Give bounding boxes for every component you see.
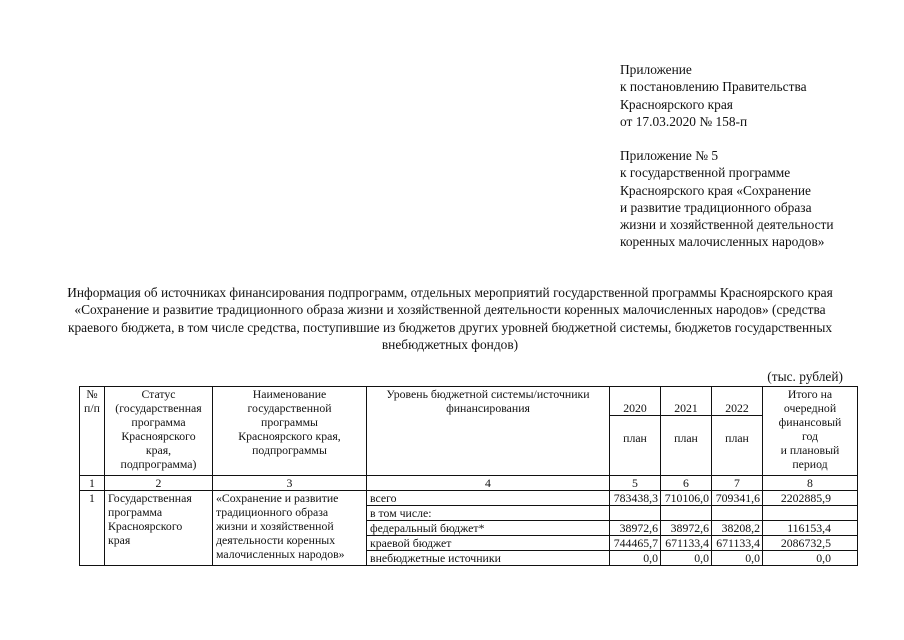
value-2022: 671133,4 [712,536,763,551]
row-number: 1 [80,491,105,566]
header-year-2020-label: 2020 [610,401,660,416]
value-2020: 38972,6 [610,521,661,536]
funding-source-label: всего [367,491,610,506]
value-2021: 0,0 [661,551,712,566]
attachment-header-1: Приложение к постановлению Правительства Красноярского края от 17.03.2020 № 158-п [620,62,807,129]
column-number: 6 [661,476,712,491]
value-2021: 710106,0 [661,491,712,506]
column-number: 1 [80,476,105,491]
column-number: 8 [763,476,858,491]
value-2020: 783438,3 [610,491,661,506]
header-year-2021-label: 2021 [661,401,711,416]
value-2021: 671133,4 [661,536,712,551]
header-year-2021-plan: план [674,431,698,445]
header-year-2020 [610,387,661,476]
value-2021 [661,506,712,521]
column-number: 5 [610,476,661,491]
units-label: (тыс. рублей) [767,369,843,384]
document-title: Информация об источниках финансирования подпрограмм, отдельных мероприятий государственной программы Красноярского края «Сохранение и развитие традиционного образа жизни и хозяйственной деятельности коренных малочисленных народов» (средства краевого бюджета, в том числе средства, поступившие из бюджетов других уровней бюджетной системы, бюджетов государственных внебюджетных фондов) [67,285,833,353]
row-program-name: «Сохранение и развитие традиционного образа жизни и хозяйственной деятельности коренных малочисленных народов» [213,491,367,566]
column-number: 3 [213,476,367,491]
value-2021: 38972,6 [661,521,712,536]
header-no: № п/п [80,387,105,476]
column-number: 4 [367,476,610,491]
header-year-2022 [712,387,763,476]
funding-source-label: федеральный бюджет* [367,521,610,536]
column-number: 2 [105,476,213,491]
header-year-2022-plan: план [725,431,749,445]
column-number: 7 [712,476,763,491]
header-year-2020-plan: план [623,431,647,445]
value-2020: 0,0 [610,551,661,566]
value-total [763,506,858,521]
header-status: Статус (государственная программа Красноярского края, подпрограмма) [105,387,213,476]
value-2022 [712,506,763,521]
table-header-row [80,387,858,476]
table-row [80,491,858,506]
funding-source-label: в том числе: [367,506,610,521]
header-total: Итого на очередной финансовый год и плановый период [763,387,858,476]
value-2022: 0,0 [712,551,763,566]
value-2020 [610,506,661,521]
value-total: 0,0 [763,551,858,566]
value-total: 2202885,9 [763,491,858,506]
financing-table [79,386,858,566]
row-status: Государственная программа Красноярского края [105,491,213,566]
value-2020: 744465,7 [610,536,661,551]
value-total: 2086732,5 [763,536,858,551]
funding-source-label: краевой бюджет [367,536,610,551]
column-number-row [80,476,858,491]
header-name: Наименование государственной программы Красноярского края, подпрограммы [213,387,367,476]
header-year-2022-label: 2022 [712,401,762,416]
header-level: Уровень бюджетной системы/источники финансирования [367,387,610,476]
value-2022: 38208,2 [712,521,763,536]
value-total: 116153,4 [763,521,858,536]
attachment-header-2: Приложение № 5 к государственной программе Красноярского края «Сохранение и развитие традиционного образа жизни и хозяйственной деятельности коренных малочисленных народов» [620,148,834,250]
header-year-2021 [661,387,712,476]
value-2022: 709341,6 [712,491,763,506]
funding-source-label: внебюджетные источники [367,551,610,566]
